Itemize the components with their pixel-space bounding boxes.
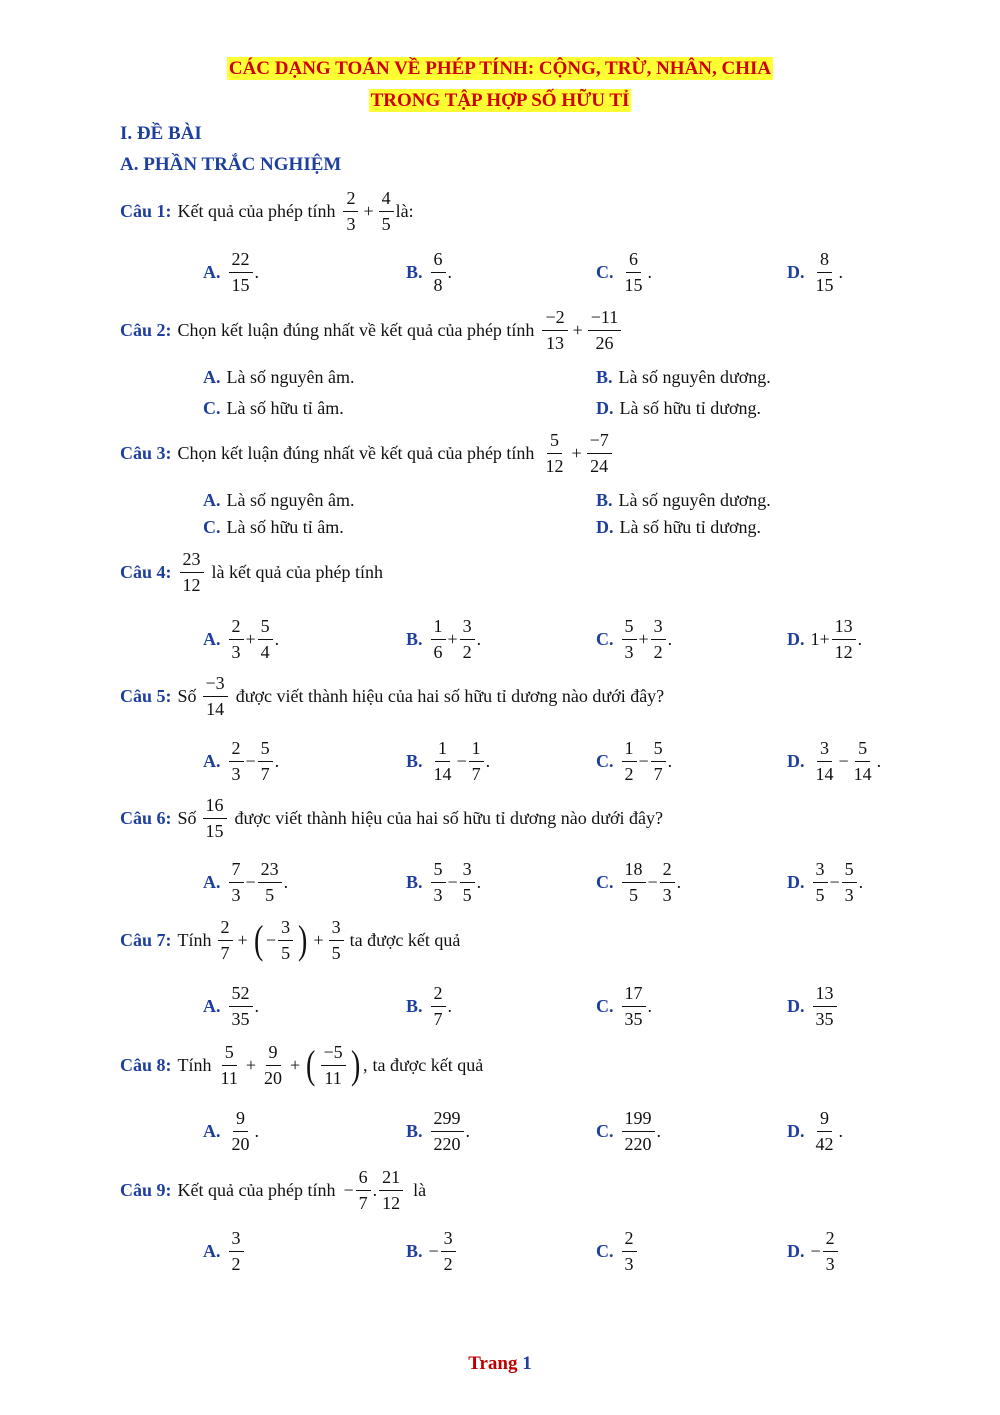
option-d: D. $\frac{8}{15}$ . — [787, 248, 843, 295]
option-d: D. $\frac{3}{5}$ − $\frac{5}{3}$ . — [787, 858, 864, 905]
answer-row-q9 — [0, 1223, 1000, 1279]
option-d: D. − $\frac{2}{3}$ — [787, 1223, 840, 1279]
fraction: $\frac{23}{12}$ — [180, 549, 204, 595]
option-d: D. $\frac{3}{14}$ − $\frac{5}{14}$ . — [787, 737, 882, 784]
option-c: C. $\frac{6}{15}$ . — [596, 248, 652, 295]
option-c: C. $\frac{18}{5}$ − $\frac{2}{3}$ . — [596, 858, 682, 905]
question-6: Câu 6: Số $\frac{16}{15}$ được viết thành hiệu của hai số hữu tỉ dương nào dưới đây? — [120, 795, 664, 841]
option-b: B. Là số nguyên dương. — [596, 490, 771, 510]
answer-row-q2-2 — [0, 398, 1000, 424]
answer-row-q5 — [0, 733, 1000, 789]
option-b: B. $\frac{299}{220}$ . — [406, 1107, 471, 1154]
question-7: Câu 7: Tính $\frac{2}{7}$ + ( − $\frac{3}{5}$ ) + $\frac{3}{5}$ ta được kết quả — [120, 917, 461, 963]
option-b: B. $\frac{1}{14}$ − $\frac{1}{7}$ . — [406, 737, 491, 784]
option-d: D. $\frac{9}{42}$ . — [787, 1107, 843, 1154]
document-title-line-1: CÁC DẠNG TOÁN VỀ PHÉP TÍNH: CỘNG, TRỪ, NHÂN, CHIA — [228, 58, 772, 79]
option-a: A. Là số nguyên âm. — [203, 490, 355, 510]
option-c: C. $\frac{199}{220}$ . — [596, 1107, 661, 1154]
answer-row-q3-1 — [0, 490, 1000, 516]
fraction: $\frac{-3}{14}$ — [203, 673, 228, 719]
option-c: C. $\frac{17}{35}$ . — [596, 982, 652, 1029]
question-2: Câu 2: Chọn kết luận đúng nhất về kết quả của phép tính $\frac{-2}{13}$ + $\frac{-11}{26}$ — [120, 307, 623, 353]
answer-row-q6 — [0, 854, 1000, 910]
option-b: B. $\frac{2}{7}$ . — [406, 982, 453, 1029]
fraction: $\frac{-5}{11}$ — [321, 1042, 346, 1088]
option-d: D. Là số hữu tỉ dương. — [596, 517, 762, 537]
answer-row-q2-1 — [0, 367, 1000, 393]
question-1: Câu 1: Kết quả của phép tính $\frac{2}{3}$ + $\frac{4}{5}$ là: — [120, 188, 414, 234]
fraction: $\frac{6}{7}$ — [356, 1167, 371, 1213]
option-c: C. $\frac{1}{2}$ − $\frac{5}{7}$ . — [596, 737, 673, 784]
fraction: $\frac{2}{3}$ — [343, 188, 358, 234]
option-a: A. $\frac{52}{35}$ . — [203, 982, 259, 1029]
page-number: 1 — [522, 1353, 532, 1374]
option-a: A. $\frac{7}{3}$ − $\frac{23}{5}$ . — [203, 858, 289, 905]
fraction: $\frac{3}{5}$ — [278, 917, 293, 963]
option-b: B. Là số nguyên dương. — [596, 367, 771, 387]
option-c: C. Là số hữu tỉ âm. — [203, 517, 344, 537]
option-c: C. $\frac{2}{3}$ — [596, 1223, 639, 1279]
option-a: A. Là số nguyên âm. — [203, 367, 355, 387]
fraction: $\frac{9}{20}$ — [264, 1042, 283, 1088]
question-3: Câu 3: Chọn kết luận đúng nhất về kết quả của phép tính $\frac{5}{12}$ + $\frac{-7}{24}$ — [120, 430, 614, 476]
section-heading-de-bai: I. ĐỀ BÀI — [120, 123, 202, 144]
section-heading-trac-nghiem: A. PHẦN TRẮC NGHIỆM — [120, 154, 342, 175]
option-d: D. 1 + $\frac{13}{12}$ . — [787, 615, 863, 662]
question-4: Câu 4: $\frac{23}{12}$ là kết quả của phép tính — [120, 549, 383, 595]
fraction: $\frac{3}{5}$ — [329, 917, 344, 963]
page-footer: Trang 1 — [468, 1353, 532, 1374]
fraction: $\frac{5}{11}$ — [220, 1042, 238, 1088]
answer-row-q8 — [0, 1103, 1000, 1159]
option-a: A. $\frac{9}{20}$ . — [203, 1107, 259, 1154]
fraction: $\frac{-2}{13}$ — [542, 307, 567, 353]
option-c: C. $\frac{5}{3}$ + $\frac{3}{2}$ . — [596, 615, 673, 662]
option-b: B. $\frac{1}{6}$ + $\frac{3}{2}$ . — [406, 615, 482, 662]
question-8: Câu 8: Tính $\frac{5}{11}$ + $\frac{9}{20}$ + ( $\frac{-5}{11}$ ) , ta được kết quả — [120, 1042, 484, 1088]
option-c: C. Là số hữu tỉ âm. — [203, 398, 344, 418]
fraction: $\frac{21}{12}$ — [379, 1167, 403, 1213]
option-a: A. $\frac{2}{3}$ − $\frac{5}{7}$ . — [203, 737, 280, 784]
answer-row-q3-2 — [0, 517, 1000, 543]
question-9: Câu 9: Kết quả của phép tính − $\frac{6}{7}$ . $\frac{21}{12}$ là — [120, 1167, 427, 1213]
option-b: B. $\frac{5}{3}$ − $\frac{3}{5}$ . — [406, 858, 482, 905]
option-b: B. − $\frac{3}{2}$ — [406, 1223, 458, 1279]
fraction: $\frac{5}{12}$ — [545, 430, 564, 476]
answer-row-q7 — [0, 978, 1000, 1034]
fraction: $\frac{16}{15}$ — [203, 795, 227, 841]
option-d: D. Là số hữu tỉ dương. — [596, 398, 762, 418]
answer-row-q1 — [0, 244, 1000, 300]
fraction: $\frac{-11}{26}$ — [588, 307, 621, 353]
question-5: Câu 5: Số $\frac{-3}{14}$ được viết thành hiệu của hai số hữu tỉ dương nào dưới đây? — [120, 673, 665, 719]
document-title-line-2: TRONG TẬP HỢP SỐ HỮU TỈ — [370, 90, 630, 111]
fraction: $\frac{4}{5}$ — [379, 188, 394, 234]
answer-row-q4 — [0, 611, 1000, 667]
fraction: $\frac{-7}{24}$ — [587, 430, 612, 476]
option-a: A. $\frac{2}{3}$ + $\frac{5}{4}$ . — [203, 615, 280, 662]
fraction: $\frac{2}{7}$ — [218, 917, 233, 963]
option-a: A. $\frac{22}{15}$ . — [203, 248, 259, 295]
option-b: B. $\frac{6}{8}$ . — [406, 248, 453, 295]
option-a: A. $\frac{3}{2}$ — [203, 1223, 246, 1279]
option-d: D. $\frac{13}{35}$ — [787, 978, 839, 1034]
